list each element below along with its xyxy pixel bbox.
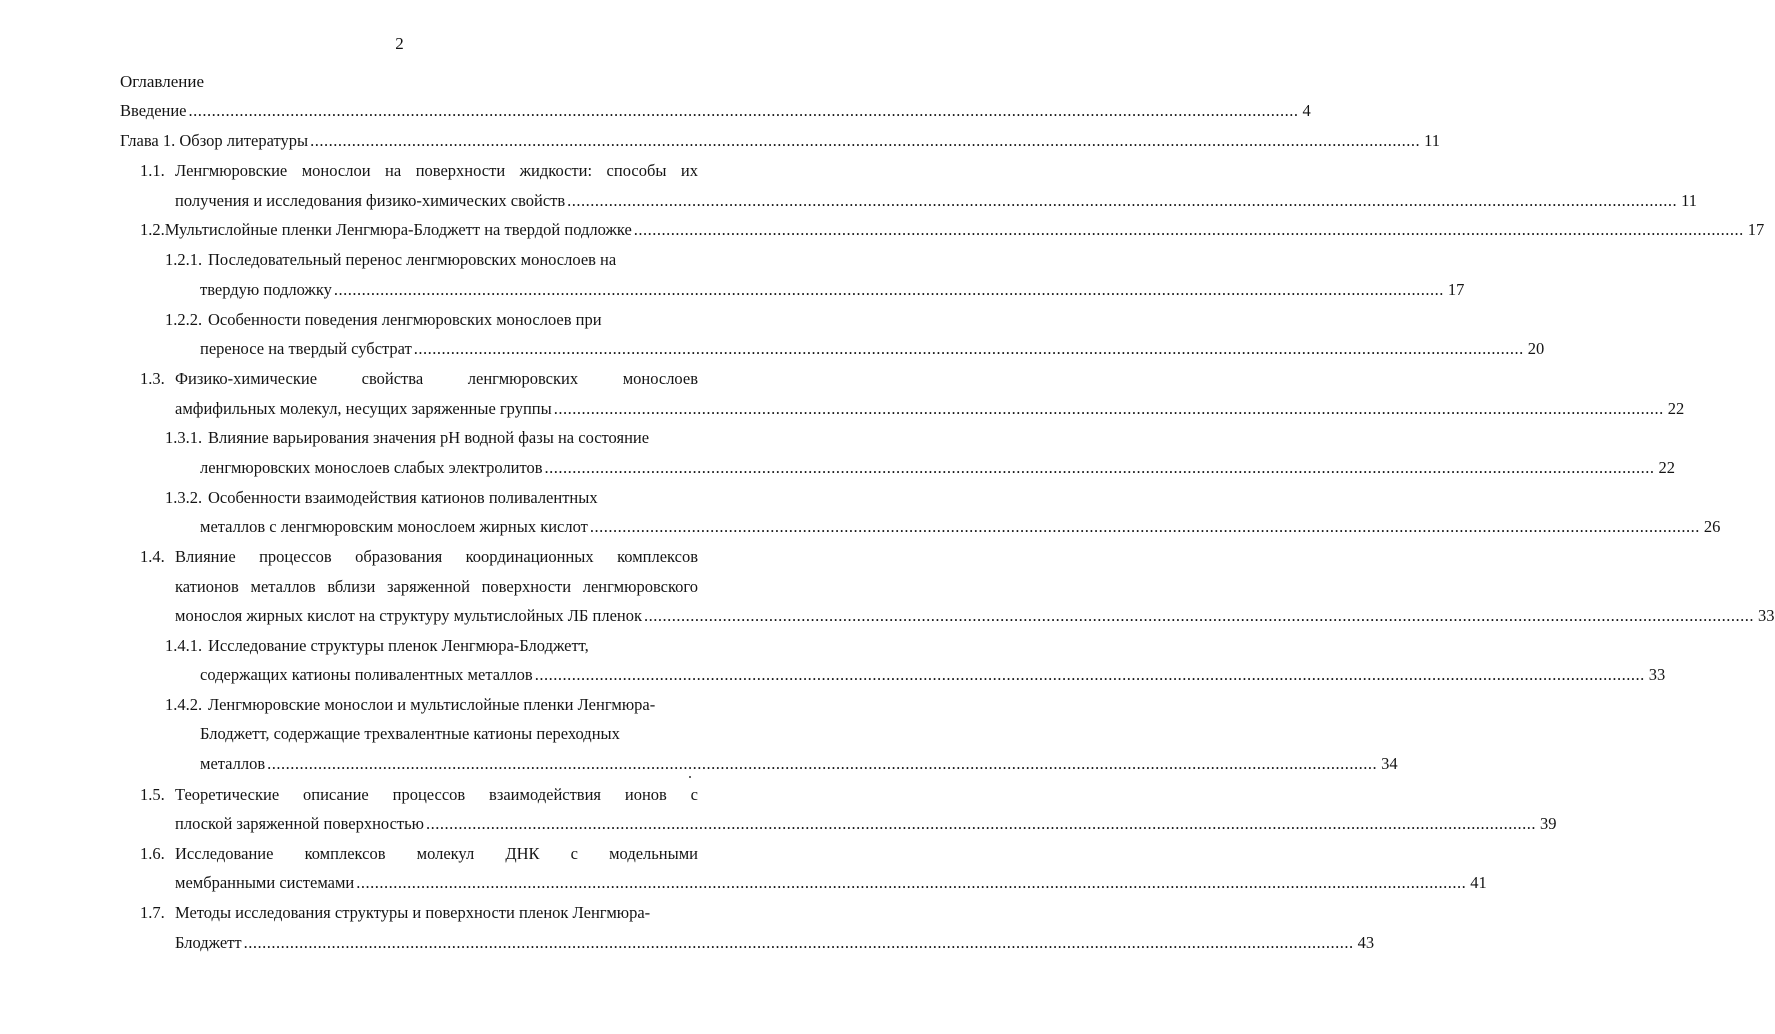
toc-section-number: 1.4.2.: [165, 695, 203, 714]
toc-entry-text: Мультислойные пленки Ленгмюра-Блоджетт на твердой подложке: [164, 220, 632, 239]
toc-section-number: 1.2.: [140, 220, 165, 239]
toc-entry-1-1-line2[interactable]: [175, 191, 1698, 211]
dot-leader: [334, 280, 1444, 300]
toc-page-number: 43: [1357, 933, 1375, 952]
toc-entry-1-4-2-line1[interactable]: [165, 695, 705, 715]
toc-entry-1-4-line3[interactable]: [175, 606, 1775, 626]
toc-page-number: 26: [1703, 517, 1721, 536]
toc-entry-text: Ленгмюровские монослои на поверхности жидкости: способы их: [175, 161, 698, 180]
toc-page-number: 17: [1747, 220, 1765, 239]
dot-leader: [414, 339, 1524, 359]
toc-page-number: 39: [1539, 814, 1557, 833]
toc-entry-1-2-1-line2[interactable]: [200, 280, 1465, 300]
dot-leader: [634, 220, 1744, 240]
toc-page-number: 33: [1648, 665, 1666, 684]
toc-entry-1-1-line1[interactable]: [140, 161, 698, 181]
toc-entry-text: Последовательный перенос ленгмюровских монослоев на: [208, 250, 617, 269]
toc-page-number: 22: [1667, 399, 1685, 418]
toc-section-number: 1.2.1.: [165, 250, 203, 269]
toc-entry-text: Особенности поведения ленгмюровских монослоев при: [208, 310, 602, 329]
toc-entry-1-4-1-line1[interactable]: [165, 636, 705, 656]
toc-section-number: 1.5.: [140, 785, 165, 804]
toc-page-number: 17: [1447, 280, 1465, 299]
toc-entry-text: получения и исследования физико-химических свойств: [175, 191, 566, 210]
dot-leader: [356, 873, 1466, 893]
toc-entry-1-5-line1[interactable]: [140, 785, 698, 805]
dot-leader: [244, 933, 1354, 953]
toc-entry-text: Влияние процессов образования координационных комплексов: [175, 547, 698, 566]
toc-entry-1-7-line1[interactable]: [140, 903, 705, 923]
dot-leader: [189, 101, 1299, 121]
toc-entry-1-6-line1[interactable]: [140, 844, 698, 864]
toc-page-number: 11: [1424, 131, 1440, 150]
toc-entry-1-3-line2[interactable]: [175, 399, 1685, 419]
toc-page-number: 34: [1381, 754, 1398, 773]
toc-entry-text: мембранными системами: [175, 873, 355, 892]
toc-entry-text: Исследование комплексов молекул ДНК с модельными: [175, 844, 698, 863]
toc-entry-text: катионов металлов вблизи заряженной поверхности ленгмюровского: [175, 577, 698, 596]
toc-entry-1-2[interactable]: [140, 220, 1765, 240]
toc-title: Оглавление: [120, 72, 204, 91]
toc-entry-text: Особенности взаимодействия катионов поливалентных: [208, 488, 598, 507]
toc-entry-chapter-1[interactable]: [120, 131, 1440, 151]
toc-entry-1-4-line1[interactable]: [140, 547, 698, 567]
toc-entry-text: монослоя жирных кислот на структуру мультислойных ЛБ пленок: [175, 606, 643, 625]
toc-section-number: 1.4.1.: [165, 636, 203, 655]
dot-leader: [644, 606, 1754, 626]
toc-section-number: 1.6.: [140, 844, 165, 863]
toc-entry-1-7-line2[interactable]: [175, 933, 1375, 953]
toc-entry-1-2-2-line1[interactable]: [165, 310, 705, 330]
toc-entry-1-3-1-line1[interactable]: [165, 428, 705, 448]
toc-entry-text: переносе на твердый субстрат: [200, 339, 412, 358]
toc-entry-text: Блоджетт: [175, 933, 242, 952]
dot-leader: [545, 458, 1655, 478]
toc-entry-text: Исследование структуры пленок Ленгмюра-Блоджетт,: [208, 636, 589, 655]
toc-page-number: 22: [1658, 458, 1676, 477]
toc-entry-text: ленгмюровских монослоев слабых электролитов: [200, 458, 543, 477]
toc-entry-text: содержащих катионы поливалентных металлов: [200, 665, 533, 684]
toc-page-number: 33: [1758, 606, 1775, 625]
toc-page-number: 4: [1302, 101, 1311, 120]
page-number: 2: [395, 34, 404, 53]
dot-leader: [590, 517, 1700, 537]
toc-entry-text: металлов с ленгмюровским монослоем жирных кислот: [200, 517, 588, 536]
toc-entry-1-2-2-line2[interactable]: [200, 339, 1545, 359]
toc-section-number: 1.3.: [140, 369, 165, 388]
toc-section-number: 1.4.: [140, 547, 165, 566]
toc-entry-text: амфифильных молекул, несущих заряженные группы: [175, 399, 552, 418]
toc-page-number: 11: [1681, 191, 1698, 210]
dot-leader: [426, 814, 1536, 834]
toc-entry-1-2-1-line1[interactable]: [165, 250, 705, 270]
toc-entry-text: Введение: [120, 101, 187, 120]
toc-entry-1-4-2-line2[interactable]: [200, 724, 700, 744]
toc-entry-text: Блоджетт, содержащие трехвалентные катионы переходных: [200, 724, 620, 743]
toc-entry-1-3-1-line2[interactable]: [200, 458, 1676, 478]
dot-leader: [554, 399, 1664, 419]
toc-entry-1-3-line1[interactable]: [140, 369, 698, 389]
toc-entry-1-5-line2[interactable]: [175, 814, 1557, 834]
dot-leader: [267, 754, 1377, 774]
toc-entry-text: Теоретические описание процессов взаимодействия ионов с: [175, 785, 698, 804]
toc-entry-1-4-1-line2[interactable]: [200, 665, 1666, 685]
toc-page-number: 20: [1527, 339, 1545, 358]
toc-entry-1-3-2-line1[interactable]: [165, 488, 705, 508]
toc-section-number: 1.3.2.: [165, 488, 203, 507]
dot-leader: [567, 191, 1677, 211]
toc-entry-text: Ленгмюровские монослои и мультислойные пленки Ленгмюра-: [208, 695, 656, 714]
toc-entry-text: плоской заряженной поверхностью: [175, 814, 424, 833]
toc-entry-1-3-2-line2[interactable]: [200, 517, 1721, 537]
toc-entry-text: Физико-химические свойства ленгмюровских монослоев: [175, 369, 698, 388]
toc-page-number: 41: [1470, 873, 1487, 892]
dot-leader: [310, 131, 1420, 151]
toc-entry-1-4-2-line3[interactable]: [200, 754, 1398, 774]
toc-entry-introduction[interactable]: [120, 101, 1311, 121]
toc-section-number: 1.1.: [140, 161, 165, 180]
toc-entry-1-6-line2[interactable]: [175, 873, 1487, 893]
toc-section-number: 1.3.1.: [165, 428, 203, 447]
dot-leader: [535, 665, 1645, 685]
toc-entry-text: металлов: [200, 754, 266, 773]
toc-entry-1-4-line2[interactable]: [175, 577, 698, 597]
toc-entry-text: Методы исследования структуры и поверхности пленок Ленгмюра-: [175, 903, 651, 922]
toc-entry-text: твердую подложку: [200, 280, 332, 299]
toc-section-number: 1.2.2.: [165, 310, 203, 329]
toc-entry-text: Влияние варьирования значения pH водной фазы на состояние: [208, 428, 650, 447]
toc-entry-text: Глава 1. Обзор литературы: [120, 131, 309, 150]
toc-section-number: 1.7.: [140, 903, 165, 922]
scan-speck: [689, 776, 691, 778]
